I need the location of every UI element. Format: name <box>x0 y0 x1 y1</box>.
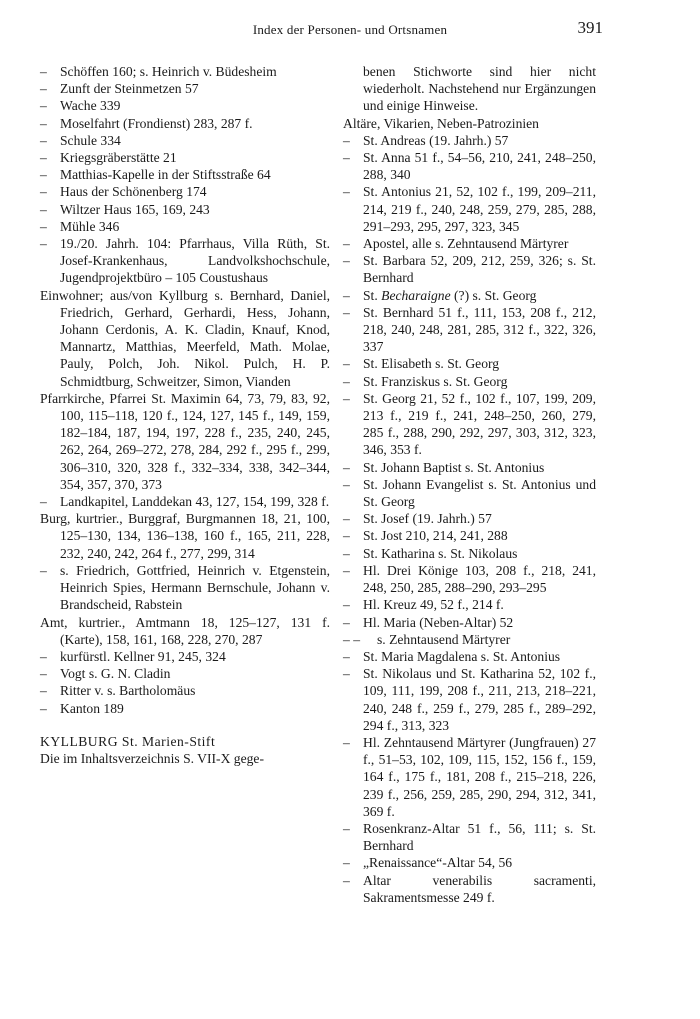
entry-dash: – <box>343 597 350 613</box>
entry-text: benen Stichworte sind hier nicht wiederholt. Nachstehend nur Ergänzungen und einige Hinweise. <box>363 64 596 114</box>
index-entry <box>40 510 330 562</box>
entry-dash: – <box>343 511 350 527</box>
index-subentry <box>343 149 596 183</box>
entry-text: Haus der Schönenberg 174 <box>60 184 207 200</box>
index-column-right <box>343 63 596 906</box>
entry-text: Einwohner; aus/von Kyllburg s. Bernhard, Daniel, Friedrich, Gerhard, Gerhardi, Hess, Johann, Johann Cerdonis, A. K. Cladin, Knauf, Knod, Mannartz, Matthias, Meerfeld, Math. Molae, Pauly, Polch, Joh. Nikol. Pulch, H. P. Schmidtburg, Schweitzer, Simon, Vianden <box>40 287 330 389</box>
entry-text: Hl. Drei Könige 103, 208 f., 218, 241, 248, 250, 285, 288–290, 293–295 <box>363 562 596 596</box>
index-subentry <box>343 373 596 390</box>
entry-dash: – <box>40 98 47 114</box>
page-number: 391 <box>577 18 603 37</box>
index-subentry <box>40 562 330 614</box>
entry-text: Amt, kurtrier., Amtmann 18, 125–127, 131 f. (Karte), 158, 161, 168, 228, 270, 287 <box>40 614 330 647</box>
entry-text: Wiltzer Haus 165, 169, 243 <box>60 201 210 217</box>
entry-dash: – <box>40 184 47 200</box>
index-subentry <box>40 115 330 132</box>
entry-text: s. Friedrich, Gottfried, Heinrich v. Etgenstein, Heinrich Spies, Hermann Bernschule, Johann v. Brandscheid, Rabstein <box>60 562 330 613</box>
entry-dash: – <box>343 734 350 750</box>
entry-dash: – <box>40 494 47 510</box>
entry-text: Hl. Zehntausend Märtyrer (Jungfrauen) 27 f., 51–53, 102, 109, 115, 152, 156 f., 159, 164 f., 175 f., 181, 208 f., 215–218, 226, 239 f., 256, 259, 285, 290, 294, 312, 341, 369 f. <box>363 734 596 819</box>
entry-dash: – <box>343 287 350 303</box>
index-subentry <box>343 665 596 734</box>
index-subentry <box>343 304 596 356</box>
index-subentry <box>40 149 330 166</box>
entry-dash: – <box>40 115 47 131</box>
entry-text: Apostel, alle s. Zehntausend Märtyrer <box>363 236 569 252</box>
index-subentry <box>343 476 596 510</box>
index-subentry <box>343 527 596 544</box>
entry-text: Hl. Kreuz 49, 52 f., 214 f. <box>363 597 504 613</box>
entry-text: Altäre, Vikarien, Neben-Patrozinien <box>343 115 539 131</box>
index-subentry <box>343 734 596 820</box>
entry-dash: – – <box>343 631 360 647</box>
entry-text: s. Zehntausend Märtyrer <box>377 631 511 647</box>
entry-text: St. Barbara 52, 209, 212, 259, 326; s. St. Bernhard <box>363 253 596 286</box>
index-entry <box>40 390 330 493</box>
index-subentry <box>40 183 330 200</box>
entry-text: Schule 334 <box>60 132 121 148</box>
index-column-left <box>40 63 330 767</box>
entry-text: Hl. Maria (Neben-Altar) 52 <box>363 614 514 630</box>
index-subentry <box>40 80 330 97</box>
entry-text: St. Anna 51 f., 54–56, 210, 241, 248–250, 288, 340 <box>363 150 596 183</box>
entry-dash: – <box>40 64 47 79</box>
index-subentry <box>40 201 330 218</box>
entry-text: Die im Inhaltsverzeichnis S. VII-X gege- <box>40 750 264 766</box>
index-entry <box>343 115 596 132</box>
index-subentry <box>343 614 596 631</box>
index-subentry <box>40 132 330 149</box>
index-subentry <box>343 872 596 906</box>
entry-dash: – <box>40 132 47 148</box>
entry-dash: – <box>343 132 350 148</box>
index-subentry <box>343 854 596 871</box>
entry-dash: – <box>343 373 350 389</box>
index-entry-continuation <box>343 63 596 115</box>
index-subentry <box>40 166 330 183</box>
index-entry <box>40 287 330 390</box>
entry-text: St. Antonius 21, 52, 102 f., 199, 209–211, 214, 219 f., 240, 248, 259, 279, 285, 288, 291–293, 295, 297, 323, 345 <box>363 184 596 234</box>
entry-text: Matthias-Kapelle in der Stiftsstraße 64 <box>60 167 271 183</box>
entry-text: Zunft der Steinmetzen 57 <box>60 81 199 97</box>
entry-text: St. <box>363 287 382 303</box>
index-subentry <box>343 252 596 286</box>
index-subentry <box>343 510 596 527</box>
index-subentry <box>343 562 596 596</box>
entry-dash: – <box>343 304 350 320</box>
entry-dash: – <box>343 150 350 166</box>
entry-text: Landkapitel, Landdekan 43, 127, 154, 199, 328 f. <box>60 494 330 510</box>
running-title: Index der Personen- und Ortsnamen <box>252 22 448 37</box>
entry-dash: – <box>343 528 350 544</box>
entry-dash: – <box>40 201 47 217</box>
entry-dash: – <box>343 562 350 578</box>
entry-text-after: (?) s. St. Georg <box>450 287 537 303</box>
index-subentry <box>343 545 596 562</box>
entry-text: St. Josef (19. Jahrh.) 57 <box>363 511 492 527</box>
index-section-heading <box>40 733 330 750</box>
index-subentry <box>40 682 330 699</box>
entry-text: St. Georg 21, 52 f., 102 f., 107, 199, 209, 213 f., 219 f., 241, 248–250, 260, 279, 285 f., 288, 290, 292, 297, 303, 312, 323, 346, 353 f. <box>363 390 596 458</box>
entry-text: „Renaissance“-Altar 54, 56 <box>363 855 513 871</box>
entry-text: St. Franziskus s. St. Georg <box>363 373 508 389</box>
entry-text: Burg, kurtrier., Burggraf, Burgmannen 18, 21, 100, 125–130, 134, 136–138, 160 f., 165, 211, 228, 232, 240, 242, 264 f., 277, 299, 314 <box>40 511 330 561</box>
entry-text: St. Johann Evangelist s. St. Antonius und St. Georg <box>363 476 596 510</box>
entry-dash: – <box>40 700 47 716</box>
entry-text: St. Nikolaus und St. Katharina 52, 102 f., 109, 111, 199, 208 f., 211, 213, 218–221, 240, 248 f., 259 f., 279, 285 f., 289–292, 294 f., 313, 323 <box>363 666 596 733</box>
index-subentry <box>343 596 596 613</box>
entry-dash: – <box>40 236 47 252</box>
index-subentry <box>40 665 330 682</box>
entry-dash: – <box>343 390 350 406</box>
index-subentry <box>40 218 330 235</box>
entry-text: Schöffen 160; s. Heinrich v. Büdesheim <box>60 64 277 79</box>
entry-text: St. Andreas (19. Jahrh.) 57 <box>363 132 509 148</box>
entry-text: 19./20. Jahrh. 104: Pfarrhaus, Villa Rüth, St. Josef-Krankenhaus, Landvolkshochschule, Jugendprojektbüro – 105 Coustushaus <box>60 236 330 286</box>
entry-text: St. Bernhard 51 f., 111, 153, 208 f., 212, 218, 240, 248, 281, 285, 312 f., 322, 326, 337 <box>363 304 596 355</box>
entry-text: St. Katharina s. St. Nikolaus <box>363 545 518 561</box>
index-subentry <box>343 459 596 476</box>
entry-text: Vogt s. G. N. Cladin <box>60 666 171 682</box>
entry-dash: – <box>343 184 350 200</box>
index-subentry <box>40 648 330 665</box>
index-subentry <box>40 63 330 80</box>
entry-dash: – <box>40 81 47 97</box>
entry-text: St. Johann Baptist s. St. Antonius <box>363 459 545 475</box>
index-entry <box>40 614 330 648</box>
index-subentry <box>40 235 330 287</box>
index-subentry <box>343 648 596 665</box>
entry-dash: – <box>343 545 350 561</box>
entry-dash: – <box>343 476 350 492</box>
entry-text: Pfarrkirche, Pfarrei St. Maximin 64, 73, 79, 83, 92, 100, 115–118, 120 f., 124, 127, 145 f., 149, 159, 182–184, 187, 194, 197, 228 f., 235, 240, 245, 262, 264, 269–272, 278, 284, 292 f., 295 f., 299, 306–310, 320, 328 f., 332–334, 338, 342–344, 354, 357, 370, 373 <box>40 390 330 492</box>
entry-dash: – <box>40 218 47 234</box>
entry-dash: – <box>343 666 350 682</box>
index-entry-text <box>40 750 330 767</box>
entry-text: Kanton 189 <box>60 700 124 716</box>
entry-dash: – <box>40 683 47 699</box>
entry-text: St. Maria Magdalena s. St. Antonius <box>363 648 561 664</box>
index-subentry <box>40 700 330 717</box>
entry-text: Ritter v. s. Bartholomäus <box>60 683 196 699</box>
entry-text: KYLLBURG St. Marien-Stift <box>40 733 216 749</box>
index-subentry <box>343 132 596 149</box>
index-subentry <box>40 493 330 510</box>
entry-dash: – <box>343 236 350 252</box>
entry-dash: – <box>343 648 350 664</box>
entry-text: St. Elisabeth s. St. Georg <box>363 356 500 372</box>
entry-dash: – <box>40 167 47 183</box>
entry-dash: – <box>40 562 47 578</box>
entry-dash: – <box>343 614 350 630</box>
index-subentry <box>343 235 596 252</box>
entry-text: Moselfahrt (Frondienst) 283, 287 f. <box>60 115 253 131</box>
index-subentry <box>343 355 596 372</box>
entry-dash: – <box>343 459 350 475</box>
entry-text: Wache 339 <box>60 98 121 114</box>
entry-italic-text: Becharaigne <box>381 287 451 303</box>
index-subentry <box>343 183 596 235</box>
entry-text: St. Jost 210, 214, 241, 288 <box>363 528 508 544</box>
entry-text: Kriegsgräberstätte 21 <box>60 150 177 166</box>
entry-text: Rosenkranz-Altar 51 f., 56, 111; s. St. Bernhard <box>363 820 596 854</box>
index-subentry <box>343 287 596 304</box>
index-subentry <box>40 97 330 114</box>
entry-dash: – <box>343 872 350 888</box>
entry-dash: – <box>343 855 350 871</box>
entry-dash: – <box>343 356 350 372</box>
entry-text: Mühle 346 <box>60 218 120 234</box>
entry-dash: – <box>40 648 47 664</box>
entry-dash: – <box>343 253 350 269</box>
index-subsubentry <box>343 631 596 648</box>
entry-text: Altar venerabilis sacramenti, Sakramentsmesse 249 f. <box>363 872 596 905</box>
index-subentry <box>343 820 596 854</box>
entry-dash: – <box>40 150 47 166</box>
entry-text: kurfürstl. Kellner 91, 245, 324 <box>60 648 226 664</box>
index-subentry <box>343 390 596 459</box>
entry-dash: – <box>40 666 47 682</box>
entry-dash: – <box>343 820 350 836</box>
